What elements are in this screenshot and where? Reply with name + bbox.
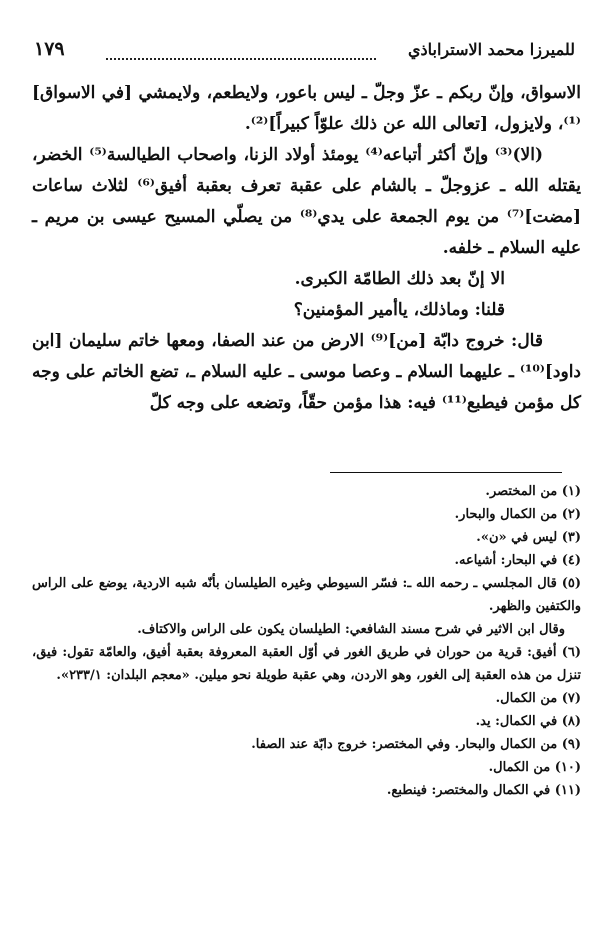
paragraph: قال: خروج دابّة [من]⁽⁹⁾ الارض من عند الصفا، ومعها خاتم سليمان [ابن داود]⁽¹⁰⁾ ـ عليهما السلام ـ وعصا موسى ـ عليه السلام ـ، تضع الخاتم على وجه كل مؤمن فيطبع⁽¹¹⁾ فيه: هذا مؤمن حقّاً، وتضعه على وجه كلّ (32, 331, 581, 413)
paragraph: الاسواق، وإنّ ربكم ـ عزّ وجلّ ـ ليس باعور، ولايطعم، ولايمشي [في الاسواق]⁽¹⁾، ولايزول، [تعالى الله عن ذلك علوّاً كبيراً]⁽²⁾. (32, 83, 581, 134)
header-dotted-rule (106, 58, 376, 60)
footnote: (٥) قال المجلسي ـ رحمه الله ـ: فسّر السيوطي وغيره الطيلسان بأنّه شبه الاردية، يوضع على الراس والكتفين والظهر. (32, 576, 581, 614)
page-number: ١٧٩ (34, 38, 65, 60)
page-header (28, 36, 581, 70)
footnote: (٢) من الكمال والبحار. (454, 507, 581, 522)
footnote: (٨) في الكمال: يد. (475, 714, 581, 729)
running-title: للميرزا محمد الاستراباذي (408, 40, 575, 59)
footnote: (١) من المختصر. (485, 484, 581, 499)
footnote: (٤) في البحار: أشياعه. (454, 553, 581, 568)
paragraph: (الا)⁽³⁾ وإنّ أكثر أتباعه⁽⁴⁾ يومئذ أولاد الزنا، واصحاب الطيالسة⁽⁵⁾ الخضر، يقتله الله ـ عزوجلّ ـ بالشام على عقبة تعرف بعقبة أفيق⁽⁶⁾ لثلاث ساعات [مضت]⁽⁷⁾ من يوم الجمعة على يدي⁽⁸⁾ من يصلّي المسيح عيسى بن مريم ـ عليه السلام ـ خلفه. (32, 145, 581, 258)
footnote: (٩) من الكمال والبحار. وفي المختصر: خروج دابّة عند الصفا. (251, 737, 581, 752)
footnotes (32, 480, 581, 802)
footnote: (٧) من الكمال. (495, 691, 581, 706)
footnote: (١٠) من الكمال. (488, 760, 581, 775)
main-text (32, 78, 581, 419)
footnote-continuation: وقال ابن الاثير في شرح مسند الشافعي: الطيلسان يكون على الراس والاكتاف. (137, 622, 565, 637)
paragraph: الا إنّ بعد ذلك الطامّة الكبرى. (294, 269, 505, 289)
footnote-separator (330, 472, 562, 473)
paragraph: قلنا: وماذلك، ياأمير المؤمنين؟ (293, 300, 505, 320)
footnote: (١١) في الكمال والمختصر: فينطبع. (386, 783, 581, 798)
footnote: (٦) أفيق: قرية من حوران في طريق الغور في أوّل العقبة المعروفة بعقبة أفيق، والعامّة تقول: فيق، تنزل من هذه العقبة إلى الغور، وهو الاردن، وهي عقبة طويلة نحو ميلين. «معجم البلدان: ٢٣٣/١». (32, 645, 581, 683)
footnote: (٣) ليس في «ن». (476, 530, 581, 545)
